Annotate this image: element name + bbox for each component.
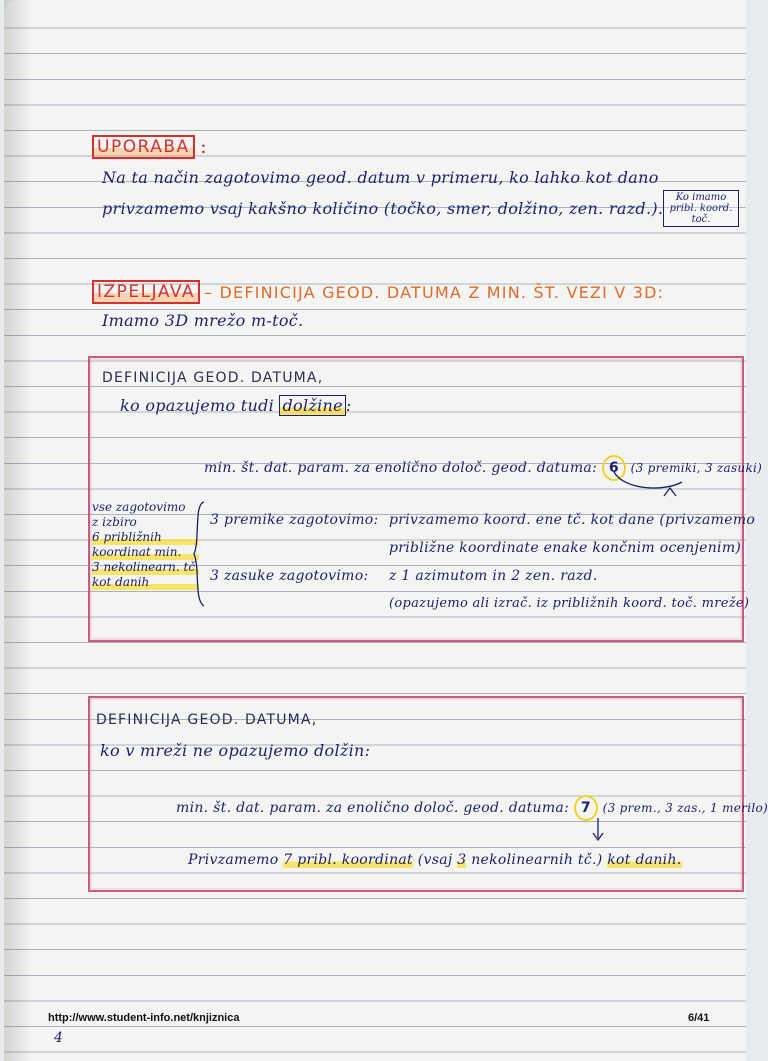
box2-title: DEFINICIJA GEOD. DATUMA, xyxy=(96,712,318,728)
uporaba-colon: : xyxy=(200,134,208,158)
box1-number-circle: 6 xyxy=(602,455,626,481)
izpeljava-line-1: Imamo 3D mrežo m-toč. xyxy=(102,311,304,330)
box1-premiki-label: 3 premike zagotovimo: xyxy=(210,512,379,528)
uporaba-line-1: Na ta način zagotovimo geod. datum v primeru, ko lahko kot dano xyxy=(102,168,659,187)
uporaba-side-note: Ko imamo pribl. koord. toč. xyxy=(663,190,739,227)
box1-arrow-icon xyxy=(604,470,694,500)
brace-icon xyxy=(190,500,208,608)
box1-zasuki-label: 3 zasuke zagotovimo: xyxy=(210,568,369,584)
box1-zasuki-text-1: z 1 azimutom in 2 zen. razd. xyxy=(389,568,598,584)
box1-premiki-text-2: približne koordinate enake končnim ocenjenim) xyxy=(389,540,742,556)
uporaba-line-2: privzamemo vsaj kakšno količino (točko, smer, dolžino, zen. razd.). xyxy=(102,199,664,218)
footer-page-number: 6/41 xyxy=(688,1012,710,1024)
izpeljava-heading: IZPELJAVA xyxy=(92,280,200,304)
box2-line: Privzamemo 7 pribl. koordinat (vsaj 3 nekolinearnih tč.) kot danih. xyxy=(188,852,682,868)
box2-number-circle: 7 xyxy=(574,795,598,821)
box1-formula: min. št. dat. param. za enolično določ. geod. datuma: 6 (3 premiki, 3 zasuki) xyxy=(204,455,762,481)
notebook-page xyxy=(4,0,768,1061)
footer-url[interactable]: http://www.student-info.net/knjiznica xyxy=(48,1012,240,1024)
box2-arrow-icon xyxy=(588,816,608,844)
box1-zasuki-text-2: (opazujemo ali izrač. iz približnih koord. toč. mreže) xyxy=(389,596,750,611)
uporaba-heading: UPORABA xyxy=(92,135,195,159)
box1-side-note: vse zagotovimo z izbiro 6 približnih koordinat min. 3 nekolinearn. tč. kot danih xyxy=(92,500,199,589)
box1-subtitle: ko opazujemo tudi dolžine : xyxy=(120,396,352,415)
box1-premiki-text-1: privzamemo koord. ene tč. kot dane (privzamemo xyxy=(389,512,756,528)
box1-subtitle-highlight: dolžine xyxy=(279,395,345,416)
box2-formula: min. št. dat. param. za enolično določ. geod. datuma: 7 (3 prem., 3 zas., 1 merilo) xyxy=(176,795,768,821)
box1-title: DEFINICIJA GEOD. DATUMA, xyxy=(102,370,324,386)
box2-subtitle: ko v mreži ne opazujemo dolžin: xyxy=(100,741,371,760)
izpeljava-title: – DEFINICIJA GEOD. DATUMA Z MIN. ŠT. VEZI V 3D: xyxy=(204,283,665,302)
handwritten-page-number: 4 xyxy=(54,1030,64,1046)
